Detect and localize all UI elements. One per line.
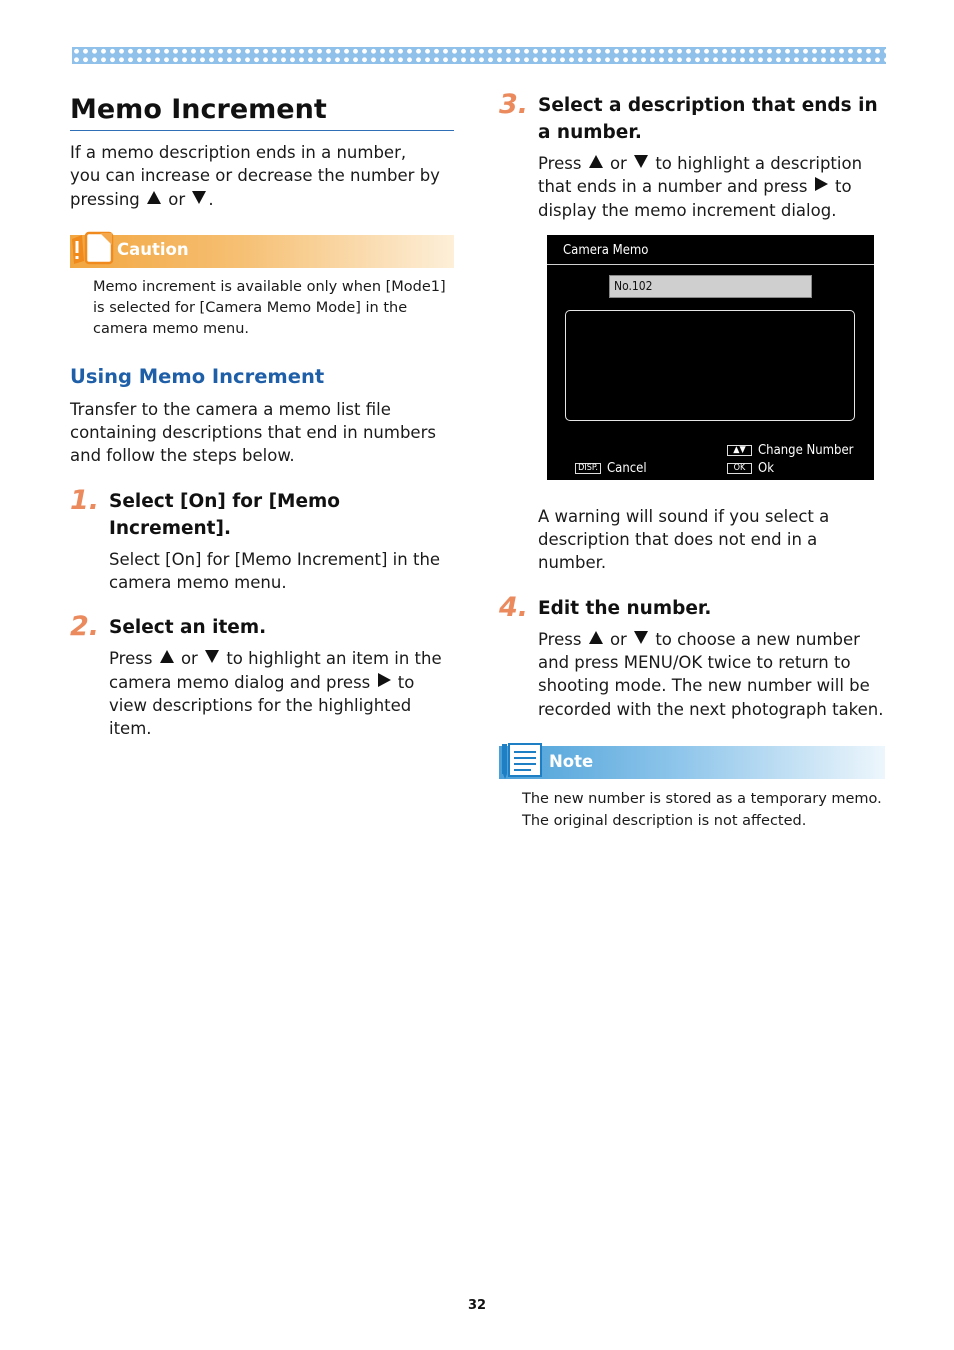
step-body <box>109 647 454 740</box>
caution-banner <box>70 235 454 268</box>
step-heading: Select [On] for [Memo Increment]. <box>109 490 340 539</box>
screen-divider <box>547 264 874 265</box>
memo-description-box <box>565 310 855 421</box>
down-arrow-icon <box>205 650 219 663</box>
caution-icon <box>70 231 114 269</box>
step-text: or <box>609 154 627 173</box>
step-heading: Select an item. <box>109 617 267 639</box>
note-text: The new number is stored as a temporary memo. The original description is not affected. <box>522 790 882 829</box>
step-1 <box>70 484 454 595</box>
right-column <box>499 89 885 832</box>
up-arrow-icon <box>160 650 174 663</box>
step-text: Press <box>538 629 582 649</box>
step-4 <box>499 591 885 721</box>
step-number: 2. <box>70 611 100 643</box>
section-text: Transfer to the camera a memo list file containing descriptions that end in numbers and follow the steps below. <box>70 399 436 466</box>
note-icon <box>501 742 543 780</box>
step-text: Press <box>538 154 582 173</box>
step-body <box>538 628 885 721</box>
memo-number-field[interactable]: No.102 <box>609 275 812 298</box>
up-arrow-icon <box>589 631 603 644</box>
page-number: 32 <box>467 1298 487 1313</box>
ok-key-icon: OK <box>727 463 752 474</box>
step-body: Select [On] for [Memo Increment] in the camera memo menu. <box>109 549 441 593</box>
caution-label: Caution <box>117 239 189 259</box>
intro-text-period: . <box>208 189 214 209</box>
intro-line-2: you can increase or decrease the number by <box>70 166 440 186</box>
left-column <box>70 92 454 741</box>
up-arrow-icon <box>589 155 603 168</box>
up-arrow-icon <box>147 191 161 204</box>
screen-header: Camera Memo <box>563 242 649 258</box>
step-text: to choose a new number and press MENU/OK twice to return to shooting mode. The new number will be recorded with the next photograph taken. <box>538 629 884 719</box>
step-number: 3. <box>499 89 529 120</box>
intro-text-pressing: pressing <box>70 189 140 209</box>
step-number: 1. <box>70 484 100 516</box>
step-text: or <box>609 629 627 649</box>
step-text: to highlight an item in the camera memo dialog and press <box>109 649 442 692</box>
step-text: to display the memo increment dialog. <box>538 177 852 220</box>
note-label: Note <box>549 751 594 771</box>
page-title: Memo Increment <box>70 92 454 131</box>
ok-label: Ok <box>758 460 774 476</box>
intro-line-1: If a memo description ends in a number, <box>70 143 407 162</box>
cancel-label: Cancel <box>607 460 647 476</box>
down-arrow-icon <box>634 155 648 168</box>
right-arrow-icon <box>815 177 828 191</box>
disp-key-icon: DISP. <box>575 463 601 474</box>
camera-memo-screen <box>547 235 874 480</box>
section-heading: Using Memo Increment <box>70 364 325 388</box>
step-2 <box>70 611 454 740</box>
step-text: to highlight a description that ends in a number and press <box>538 154 863 197</box>
right-arrow-icon <box>378 673 391 687</box>
down-arrow-icon <box>634 631 648 644</box>
step-body <box>538 152 885 222</box>
down-arrow-icon <box>192 191 206 204</box>
step-heading: Edit the number. <box>538 597 712 619</box>
change-number-label: Change Number <box>758 442 854 458</box>
caution-text: Memo increment is available only when [Mode1] is selected for [Camera Memo Mode] in the camera memo menu. <box>93 278 446 337</box>
intro-paragraph <box>70 141 454 211</box>
step-text: or <box>180 649 198 669</box>
step-number: 4. <box>499 591 529 623</box>
updown-key-icon: ▲▼ <box>727 445 752 456</box>
step-text: to view descriptions for the highlighted item. <box>109 672 415 739</box>
warning-text: A warning will sound if you select a description that does not end in a number. <box>538 506 830 573</box>
note-banner <box>499 746 885 779</box>
step-text: Press <box>109 649 153 669</box>
header-pattern-band <box>72 47 886 64</box>
step-heading: Select a description that ends in a number. <box>538 95 878 143</box>
step-3 <box>499 89 885 222</box>
intro-text-or: or <box>168 189 186 209</box>
